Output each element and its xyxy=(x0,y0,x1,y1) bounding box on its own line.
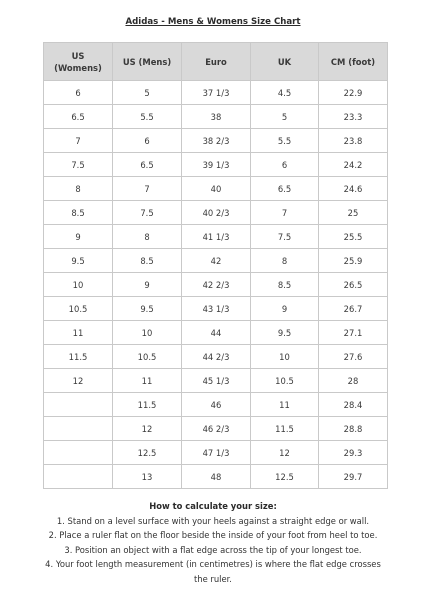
cell-us-mens: 6 xyxy=(113,129,182,153)
cell-cm-foot: 24.2 xyxy=(319,153,388,177)
cell-euro: 43 1/3 xyxy=(182,297,251,321)
cell-cm-foot: 29.3 xyxy=(319,441,388,465)
cell-us-mens: 9.5 xyxy=(113,297,182,321)
table-row xyxy=(44,129,388,153)
table-row xyxy=(44,81,388,105)
cell-uk: 7 xyxy=(251,201,319,225)
cell-cm-foot: 27.1 xyxy=(319,321,388,345)
cell-us-mens: 12.5 xyxy=(113,441,182,465)
cell-uk: 10.5 xyxy=(251,369,319,393)
cell-us-womens: 7 xyxy=(44,129,113,153)
cell-uk: 10 xyxy=(251,345,319,369)
cell-cm-foot: 27.6 xyxy=(319,345,388,369)
header-cm-foot: CM (foot) xyxy=(319,43,388,81)
table-row xyxy=(44,465,388,489)
table-row xyxy=(44,321,388,345)
cell-cm-foot: 26.7 xyxy=(319,297,388,321)
cell-uk: 5 xyxy=(251,105,319,129)
table-row xyxy=(44,369,388,393)
cell-us-mens: 5 xyxy=(113,81,182,105)
instruction-step-4: 4. Your foot length measurement (in centimetres) is where the flat edge crosses the ruler. xyxy=(45,559,381,584)
cell-us-womens: 10 xyxy=(44,273,113,297)
cell-cm-foot: 23.3 xyxy=(319,105,388,129)
cell-us-mens: 10 xyxy=(113,321,182,345)
cell-us-mens: 11.5 xyxy=(113,393,182,417)
cell-euro: 44 2/3 xyxy=(182,345,251,369)
cell-us-womens xyxy=(44,441,113,465)
table-row xyxy=(44,177,388,201)
table-row xyxy=(44,441,388,465)
cell-us-womens xyxy=(44,465,113,489)
cell-uk: 6 xyxy=(251,153,319,177)
cell-us-mens: 7.5 xyxy=(113,201,182,225)
cell-euro: 46 xyxy=(182,393,251,417)
cell-euro: 40 xyxy=(182,177,251,201)
cell-uk: 7.5 xyxy=(251,225,319,249)
table-row xyxy=(44,105,388,129)
cell-us-mens: 10.5 xyxy=(113,345,182,369)
page-title: Adidas - Mens & Womens Size Chart xyxy=(125,17,301,27)
cell-uk: 11.5 xyxy=(251,417,319,441)
cell-us-womens: 9 xyxy=(44,225,113,249)
table-body xyxy=(44,81,388,489)
cell-us-womens: 6 xyxy=(44,81,113,105)
cell-cm-foot: 28.4 xyxy=(319,393,388,417)
table-row xyxy=(44,393,388,417)
cell-cm-foot: 28 xyxy=(319,369,388,393)
cell-us-womens: 8.5 xyxy=(44,201,113,225)
table-row xyxy=(44,297,388,321)
instructions xyxy=(40,500,386,586)
header-us-mens: US (Mens) xyxy=(113,43,182,81)
header-us-womens-line2: (Womens) xyxy=(54,62,102,73)
cell-cm-foot: 25.5 xyxy=(319,225,388,249)
cell-us-womens: 11.5 xyxy=(44,345,113,369)
header-us-womens xyxy=(44,43,113,81)
header-euro: Euro xyxy=(182,43,251,81)
table-header xyxy=(44,43,388,81)
cell-uk: 9.5 xyxy=(251,321,319,345)
header-uk: UK xyxy=(251,43,319,81)
cell-us-mens: 9 xyxy=(113,273,182,297)
cell-euro: 39 1/3 xyxy=(182,153,251,177)
cell-us-womens: 9.5 xyxy=(44,249,113,273)
cell-us-womens: 6.5 xyxy=(44,105,113,129)
cell-us-womens: 11 xyxy=(44,321,113,345)
cell-euro: 46 2/3 xyxy=(182,417,251,441)
cell-cm-foot: 29.7 xyxy=(319,465,388,489)
cell-uk: 11 xyxy=(251,393,319,417)
cell-euro: 47 1/3 xyxy=(182,441,251,465)
size-chart-table xyxy=(43,42,388,489)
cell-us-mens: 5.5 xyxy=(113,105,182,129)
cell-euro: 37 1/3 xyxy=(182,81,251,105)
cell-us-womens: 7.5 xyxy=(44,153,113,177)
cell-euro: 38 xyxy=(182,105,251,129)
cell-us-mens: 8.5 xyxy=(113,249,182,273)
cell-euro: 41 1/3 xyxy=(182,225,251,249)
cell-euro: 42 xyxy=(182,249,251,273)
table-row xyxy=(44,417,388,441)
cell-euro: 48 xyxy=(182,465,251,489)
cell-us-mens: 11 xyxy=(113,369,182,393)
cell-us-womens: 8 xyxy=(44,177,113,201)
cell-uk: 5.5 xyxy=(251,129,319,153)
cell-us-womens: 12 xyxy=(44,369,113,393)
cell-us-mens: 7 xyxy=(113,177,182,201)
instruction-step-1: 1. Stand on a level surface with your heels against a straight edge or wall. xyxy=(56,516,370,526)
header-row xyxy=(44,43,388,81)
cell-cm-foot: 25 xyxy=(319,201,388,225)
cell-uk: 4.5 xyxy=(251,81,319,105)
table-row xyxy=(44,273,388,297)
table-row xyxy=(44,153,388,177)
cell-euro: 40 2/3 xyxy=(182,201,251,225)
cell-us-mens: 12 xyxy=(113,417,182,441)
cell-uk: 12 xyxy=(251,441,319,465)
cell-us-womens: 10.5 xyxy=(44,297,113,321)
table-row xyxy=(44,201,388,225)
table-row xyxy=(44,249,388,273)
cell-cm-foot: 22.9 xyxy=(319,81,388,105)
cell-cm-foot: 26.5 xyxy=(319,273,388,297)
cell-us-mens: 6.5 xyxy=(113,153,182,177)
cell-euro: 44 xyxy=(182,321,251,345)
cell-us-womens xyxy=(44,393,113,417)
cell-us-womens xyxy=(44,417,113,441)
cell-cm-foot: 24.6 xyxy=(319,177,388,201)
instructions-heading: How to calculate your size: xyxy=(149,501,277,511)
cell-uk: 8.5 xyxy=(251,273,319,297)
cell-uk: 9 xyxy=(251,297,319,321)
instruction-step-3: 3. Position an object with a flat edge across the tip of your longest toe. xyxy=(64,544,362,555)
table-row xyxy=(44,345,388,369)
cell-euro: 42 2/3 xyxy=(182,273,251,297)
cell-cm-foot: 23.8 xyxy=(319,129,388,153)
cell-us-mens: 13 xyxy=(113,465,182,489)
cell-cm-foot: 28.8 xyxy=(319,417,388,441)
cell-uk: 6.5 xyxy=(251,177,319,201)
cell-us-mens: 8 xyxy=(113,225,182,249)
instruction-step-2: 2. Place a ruler flat on the floor beside the inside of your foot from heel to toe. xyxy=(48,530,378,541)
cell-uk: 12.5 xyxy=(251,465,319,489)
table-row xyxy=(44,225,388,249)
cell-euro: 45 1/3 xyxy=(182,369,251,393)
header-us-womens-line1: US xyxy=(71,50,85,61)
cell-euro: 38 2/3 xyxy=(182,129,251,153)
cell-cm-foot: 25.9 xyxy=(319,249,388,273)
cell-uk: 8 xyxy=(251,249,319,273)
